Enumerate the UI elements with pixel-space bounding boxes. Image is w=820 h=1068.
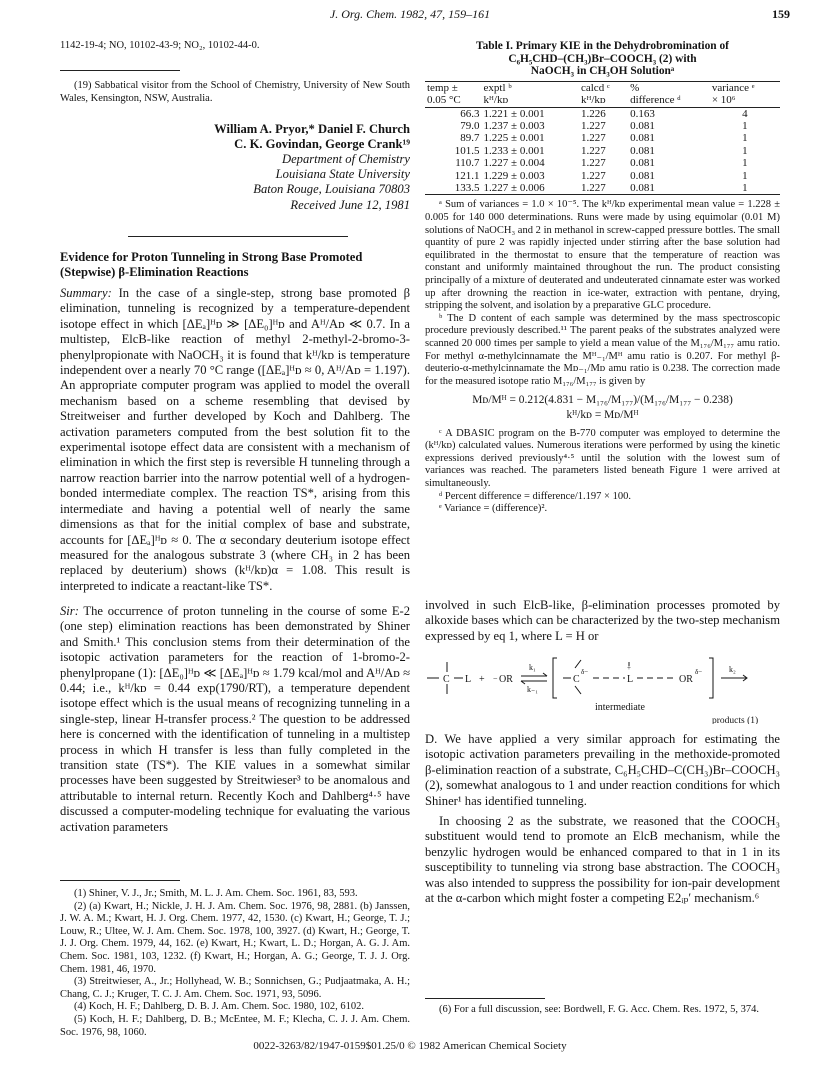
cell-percent: 0.081 [630, 120, 655, 132]
scheme-intermediate-label: intermediate [595, 702, 645, 713]
divider [425, 998, 545, 999]
body-paragraph-3: D. We have applied a very similar approach for estimating the isotopic activation parameters prevailing in the methoxide-promoted β-elimination reaction of a substrate, C₆H₅CHD–C(CH₃)Br–COOCH₃ (2), somewhat analogous to 1 and under reaction conditions for which Shiner¹ has identified tunneling. [425, 732, 780, 808]
footnote-19: (19) Sabbatical visitor from the School of Chemistry, University of New South Wales, Kensington, NSW, Australia. [60, 80, 410, 104]
reference-4: (4) Koch, H. F.; Dahlberg, D. B. J. Am. Chem. Soc. 1980, 102, 6102. [74, 1001, 365, 1013]
table-note-a: ᵃ Sum of variances = 1.0 × 10⁻⁵. The kᴴ/kᴅ experimental mean value = 1.228 ± 0.005 for 140 000 determinations. Runs were made by using equimolar (0.01 M) solutions of NaOCH₃ and 2 in methanol in screw-capped pressure bottles. The small quantity of pure 2 was rapidly injected under stirring after the base solution had equilibrated in the thermostat to ensure that the temperature of reaction was constant and uniformly maintained throughout the run. The product consisting principally of a mixture of deuterated and undeuterated cinnamate ester was worked up after drowning the reaction in ice-water, extraction with pentane, drying, stripping the solvent, and isolation by a preparative GLC procedure. [425, 199, 780, 312]
svg-text:OR: OR [499, 674, 513, 685]
sir-text: The occurrence of proton tunneling in the course of some E-2 (one step) elimination reactions has been demonstrated by Shiner and Smith.¹ This conclusion stems from their determination of the isotopic activation parameters for the reaction of 1-bromo-2-phenylpropane (1): [ΔE₀]ᴴᴅ ≪ [ΔEₐ]ᴴᴅ ≈ 1.79 kcal/mol and Aᴴ/Aᴅ ≈ 0.44; i.e., kᴴ/kᴅ = 0.44 exp(1790/RT), a temperature dependent isotope effect which is the usual means of recognizing tunneling in a single-step, linear H-transfer process.² The question to be addressed here is concerned with the identification of tunneling in a multistep process in which H transfer is less than fully completed in the transition state (TS*). The KIE values in a somewhat similar processes have been suggested by Streitwieser³ to be anomalous and attributable to internal return. Recently Koch and Dahlberg⁴·⁵ have discussed a computer-modeling technique for evaluating the various activation parameters [60, 604, 410, 834]
affiliation-city: Baton Rouge, Louisiana 70803 [253, 182, 410, 197]
svg-text:OR: OR [679, 674, 693, 685]
cell-exptl: 1.229 ± 0.003 [483, 169, 545, 182]
svg-text:L: L [465, 674, 472, 685]
reference-3: (3) Streitwieser, A., Jr.; Hollyhead, W. B.; Sonnichsen, G.; Pudjaatmaka, A. H.; Chang, C. J.; Kruger, T. C. J. Am. Chem. Soc. 1971, 93, 5096. [60, 976, 410, 1000]
cell-temp: 110.7 [455, 157, 480, 170]
kie-table [425, 81, 780, 196]
reference-2: (2) (a) Kwart, H.; Nickle, J. H. J. Am. Chem. Soc. 1976, 98, 2881. (b) Janssen, J. W. A. M.; Kwart, H. J. Org. Chem. 1977, 42, 1530. (c) Kwart, H.; George, T. J.; Louw, R.; Ultee, W. J. Am. Chem. Soc. 1978, 100, 3927. (d) Kwart, H.; George, T. J. J. Org. Chem. 1979, 44, 162. (e) Kwart, H.; Kwart, L. D.; Horgan, A. G. J. Am. Chem. Soc. 1981, 103, 1232. (f) Kwart, H.; Horgan, A. G.; George, T. J. J. Org. Chem. 1981, 46, 1970. [60, 900, 410, 975]
affiliation-department: Department of Chemistry [281, 152, 410, 166]
col-subheader-exptl: kᴴ/kᴅ [482, 94, 579, 107]
table-row [425, 145, 780, 157]
cell-variance: 1 [742, 120, 748, 132]
references-list [60, 888, 410, 1039]
summary-text: In the case of a single-step, strong base promoted β elimination, tunneling is recognized by a temperature-dependent isotope effect in which [ΔEₐ]ᴴᴅ ≫ [ΔE₀]ᴴᴅ and Aᴴ/Aᴅ ≪ 0.7. In a multistep, ElcB-like reaction of methyl 2-methyl-2-bromo-3-phenylpropionate with NaOCH₃ it is found that kᴴ/kᴅ is temperature independent over a nearly 70 °C range ([ΔEₐ]ᴴᴅ ≈ 0, Aᴴ/Aᴅ = 1.197). An appropriate computer program was applied to model the overall mechanism based on a scheme resembling that devised by Streitweiser and further developed by Koch and Dahlberg. The activation parameters computed from the best solution fit to the experimental isotope effect data are consistent with a mechanism of elimination in which the first step is reversible H tunneling through a narrow reaction barrier into the narrow potential well of a hydrogen-bonded intermediate complex. The reaction TS*, arising from this intermediate and having a potential well of nearly the same dimensions as that for the initial complex of base and substrate, accounts for [ΔEₐ]ᴴᴅ ≈ 0. The α secondary deuterium isotope effect measured for the analogous substrate 3 (where CH₃ in 2 has been replaced by deuterium) shows (kᴴ/kᴅ)α = 1.08. This result is interpreted to indicate a reactant-like TS*. [60, 286, 410, 593]
table-caption-line-2: C₆H₅CHD–(CH₃)Br–COOCH₃ (2) with [508, 52, 697, 65]
svg-text:−: − [493, 674, 498, 683]
cell-percent: 0.081 [630, 144, 655, 157]
page-number: 159 [772, 7, 790, 21]
cell-exptl: 1.221 ± 0.001 [483, 107, 545, 120]
table-row [425, 157, 780, 169]
cell-percent: 0.081 [628, 182, 710, 195]
table-note-d: ᵈ Percent difference = difference/1.197 × 100. [439, 490, 631, 502]
divider [128, 236, 348, 237]
cell-variance: 4 [742, 107, 748, 120]
author-block [60, 122, 410, 213]
table-row [425, 120, 780, 132]
cell-calcd: 1.227 [580, 157, 606, 170]
cell-percent: 0.081 [630, 132, 655, 145]
svg-text:δ−: δ− [695, 668, 703, 676]
svg-text:δ−: δ− [581, 668, 589, 676]
ratio-equation: kᴴ/kᴅ = Mᴅ/Mᴴ [566, 408, 639, 421]
table-1 [425, 40, 780, 516]
running-header [0, 4, 820, 24]
svg-text:L: L [627, 674, 634, 685]
col-subheader-calcd: kᴴ/kᴅ [579, 94, 628, 107]
cell-calcd: 1.227 [580, 144, 606, 157]
divider [60, 880, 180, 881]
cell-variance: 1 [742, 132, 748, 145]
summary-label: Summary: [60, 286, 112, 300]
table-body [425, 107, 780, 195]
table-row [425, 107, 780, 120]
cell-temp: 133.5 [425, 182, 482, 195]
table-note-c: ᶜ A DBASIC program on the B-770 computer was employed to determine the (kᴴ/kᴅ) calculated values. Numerous iterations were performed by using the kinetic expressions derived previously⁴·⁵ until the solution with the lowest sum of variances was reached. The parameters listed beneath Figure 1 were arrived at simultaneously. [425, 427, 780, 489]
cell-exptl: 1.227 ± 0.006 [482, 182, 579, 195]
journal-citation: J. Org. Chem. 1982, 47, 159–161 [329, 7, 491, 21]
cell-temp: 89.7 [460, 132, 480, 145]
reference-6: (6) For a full discussion, see: Bordwell, F. G. Acc. Chem. Res. 1972, 5, 374. [439, 1004, 759, 1015]
svg-text:C: C [573, 674, 580, 685]
authors-line-2: C. K. Govindan, George Crank¹⁹ [234, 137, 410, 151]
col-header-calcd: calcd ᶜ [579, 81, 628, 94]
sir-label: Sir: [60, 604, 79, 618]
cell-variance: 1 [710, 182, 780, 195]
table-row [425, 170, 780, 182]
scheme-k2: k₂ [729, 665, 736, 674]
table-header-row [425, 81, 780, 94]
table-row [425, 132, 780, 144]
body-paragraph-1 [60, 604, 410, 835]
page-footer: 0022-3263/82/1947-0159$01.25/0 © 1982 American Chemical Society [253, 1040, 567, 1052]
svg-text:+: + [479, 674, 485, 685]
col-subheader-temp: 0.05 °C [425, 94, 482, 107]
scheme-products-label: products (1) [712, 716, 759, 724]
reaction-scheme [425, 652, 780, 724]
cell-calcd: 1.227 [579, 182, 628, 195]
col-header-variance: variance ᵉ [710, 81, 780, 94]
table-subheader-row [425, 94, 780, 107]
cell-temp: 66.3 [460, 107, 480, 120]
col-header-percent: % [628, 81, 710, 94]
cas-registry-line: 1142-19-4; NO, 10102-43-9; NO₂, 10102-44-0. [60, 40, 260, 51]
reference-5: (5) Koch, H. F.; Dahlberg, D. B.; McEntee, M. F.; Klecha, C. J. J. Am. Chem. Soc. 1976, 98, 1060. [60, 1013, 410, 1038]
cell-exptl: 1.225 ± 0.001 [483, 132, 545, 145]
correction-equation: Mᴅ/Mᴴ = 0.212(4.831 − M₁₇₆/M₁₇₇)/(M₁₇₆/M₁₇₇ − 0.238) [472, 394, 733, 407]
col-subheader-variance: × 10⁶ [710, 94, 780, 107]
cell-calcd: 1.226 [580, 107, 606, 120]
authors-line-1: William A. Pryor,* Daniel F. Church [214, 122, 410, 136]
cell-exptl: 1.237 ± 0.003 [483, 120, 545, 132]
col-subheader-percent: difference ᵈ [628, 94, 710, 107]
svg-text:+: + [627, 664, 631, 672]
cell-temp: 79.0 [460, 120, 480, 132]
scheme-k1: k₁ [529, 663, 536, 672]
body-paragraph-4: In choosing 2 as the substrate, we reasoned that the COOCH₃ substituent would tend to promote an ElcB mechanism, while the benzylic hydrogen would be enhanced compared to that in 1 in its susceptibility to tunneling via strong base abstraction. The COOCH₃ was also intended to suppress the possibility for ion-pair development at the α-carbon which might foster a competing E2ᵢₚ′ mechanism.⁶ [425, 814, 780, 906]
table-note-b: ᵇ The D content of each sample was determined by the mass spectroscopic procedure previously described.¹¹ The parent peaks of the substrates analyzed were scanned 20 000 times per sample to yield a mean value of the M₁₇₆/M₁₇₇ amu ratio. For methyl α-methylcinnamate the Mᴴ₋₁/Mᴴ amu ratio is 0.207. For methyl β-deuterio-α-methylcinnamate the Mᴅ₋₁/Mᴅ amu ratio is 0.238. The correction made for the measured isotope ratio M₁₇₆/M₁₇₇ is given by [425, 312, 780, 387]
reference-1: (1) Shiner, V. J., Jr.; Smith, M. L. J. Am. Chem. Soc. 1961, 83, 593. [74, 888, 358, 899]
cell-percent: 0.081 [630, 157, 655, 170]
cell-percent: 0.163 [630, 107, 655, 120]
cell-calcd: 1.227 [580, 169, 606, 182]
cell-variance: 1 [742, 144, 748, 157]
cell-exptl: 1.233 ± 0.001 [483, 144, 545, 157]
table-notes [425, 199, 780, 515]
col-header-exptl: exptl ᵇ [482, 81, 579, 94]
scheme-k-1: k₋₁ [527, 685, 539, 694]
cell-percent: 0.081 [630, 169, 655, 182]
table-row [425, 182, 780, 195]
cell-variance: 1 [742, 169, 748, 182]
col-header-temp: temp ± [425, 81, 482, 94]
cell-calcd: 1.227 [580, 120, 606, 132]
cell-calcd: 1.227 [580, 132, 606, 145]
cell-temp: 101.5 [454, 144, 480, 157]
svg-text:C: C [443, 674, 450, 685]
table-caption [425, 40, 780, 78]
cell-exptl: 1.227 ± 0.004 [483, 157, 545, 170]
divider [60, 70, 180, 71]
table-caption-line-3: NaOCH₃ in CH₃OH Solutionᵃ [530, 65, 675, 78]
table-caption-line-1: Table I. Primary KIE in the Dehydrobromination of [476, 40, 729, 52]
affiliation-university: Louisiana State University [275, 167, 410, 182]
cell-variance: 1 [742, 157, 748, 170]
reaction-scheme-drawing [425, 652, 780, 724]
received-date: Received June 12, 1981 [290, 197, 410, 212]
article-title: Evidence for Proton Tunneling in Strong Base Promoted (Stepwise) β-Elimination Reactions [60, 250, 363, 279]
table-note-e: ᵉ Variance = (difference)². [439, 503, 548, 515]
cell-temp: 121.1 [454, 169, 480, 182]
body-paragraph-2: involved in such ElcB-like, β-elimination processes promoted by alkoxide bases which can be characterized by the two-step mechanism expressed by eq 1, where L = H or [425, 598, 780, 643]
summary-paragraph [60, 286, 410, 594]
